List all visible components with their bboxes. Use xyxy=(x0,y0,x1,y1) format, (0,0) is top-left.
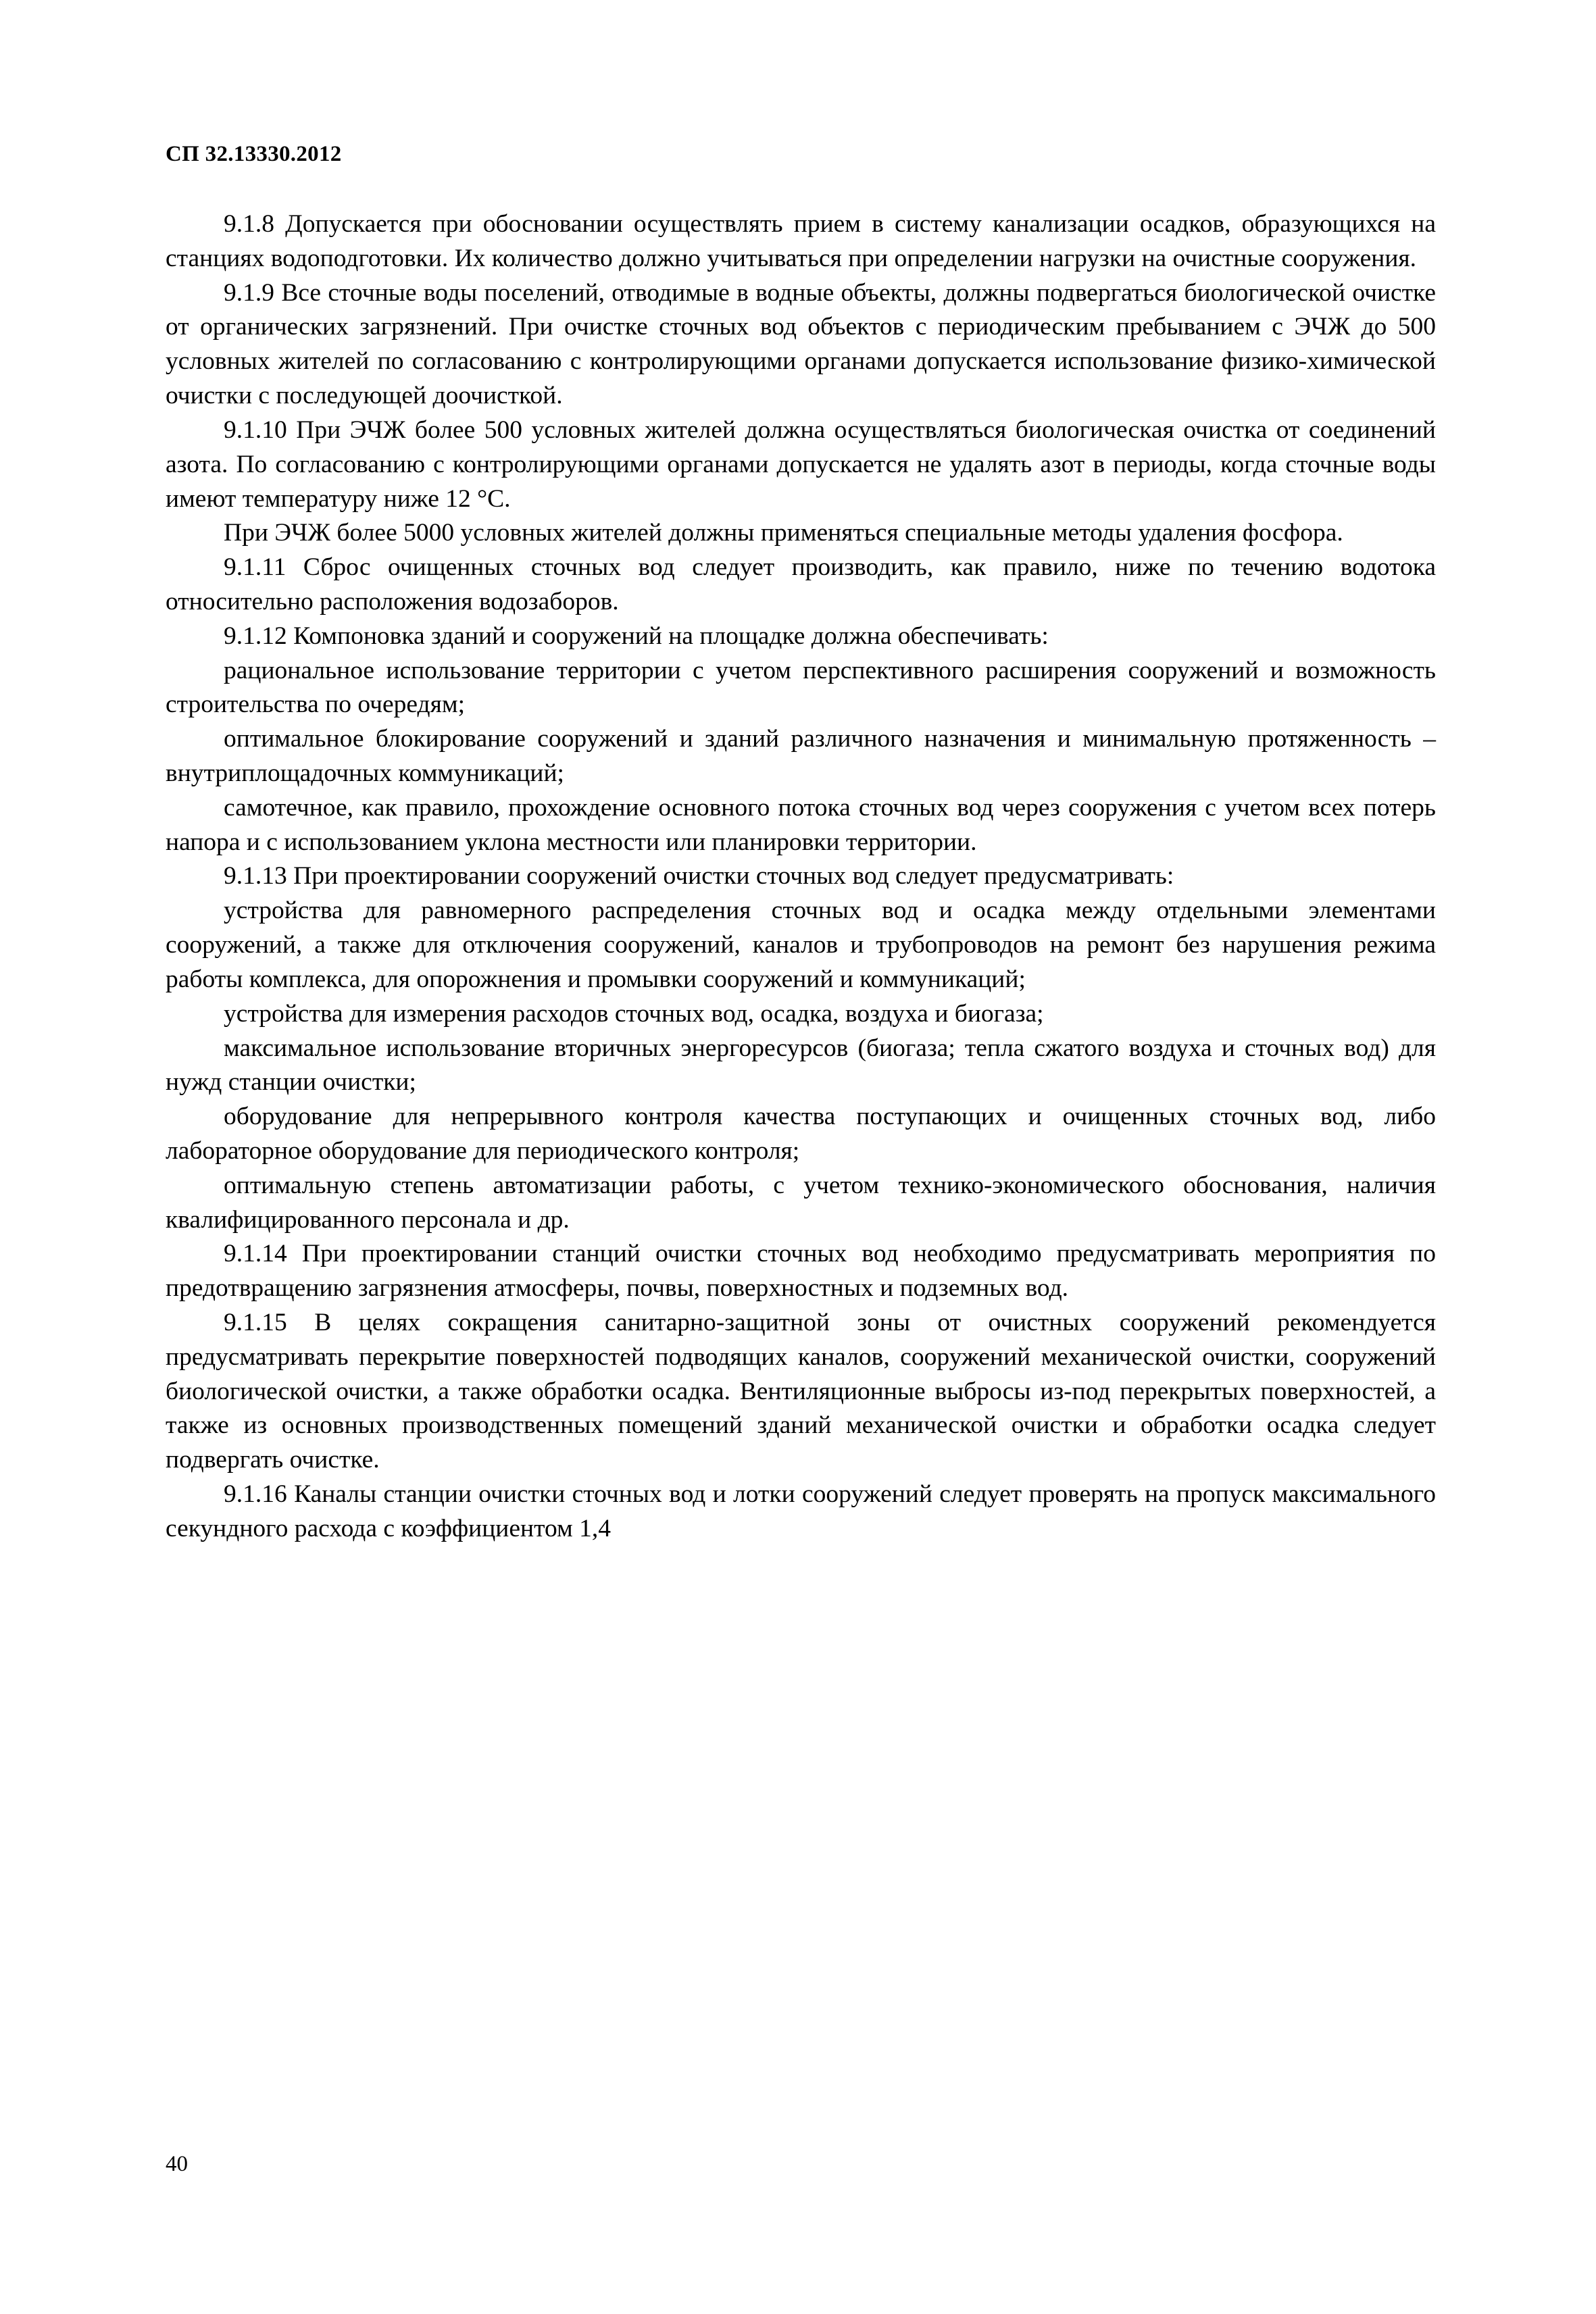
paragraph-9-1-16: 9.1.16 Каналы станции очистки сточных вод и лотки сооружений следует проверять на пропуск максимального секундного расхода с коэффициентом 1,4 xyxy=(166,1480,1436,1542)
paragraph-9-1-13-item-2: устройства для измерения расходов сточных вод, осадка, воздуха и биогаза; xyxy=(224,999,1044,1028)
paragraph-9-1-13-item-5: оптимальную степень автоматизации работы, с учетом технико-экономического обоснования, наличия квалифицированного персонала и др. xyxy=(166,1171,1436,1234)
paragraph-9-1-10: 9.1.10 При ЭЧЖ более 500 условных жителей должна осуществляться биологическая очистка от соединений азота. По согласованию с контролирующими органами допускается не удалять азот в периоды, когда сточные воды имеют температуру ниже 12 °С. xyxy=(166,416,1436,513)
paragraph-9-1-13: 9.1.13 При проектировании сооружений очистки сточных вод следует предусматривать: xyxy=(224,862,1174,890)
paragraph-9-1-12: 9.1.12 Компоновка зданий и сооружений на площадке должна обеспечивать: xyxy=(224,622,1049,650)
document-standard-number: СП 32.13330.2012 xyxy=(166,142,342,166)
paragraph-9-1-15: 9.1.15 В целях сокращения санитарно-защитной зоны от очистных сооружений рекомендуется предусматривать перекрытие поверхностей подводящих каналов, сооружений механической очистки, сооружений биологической очистки, а также обработки осадка. Вентиляционные выбросы из-под перекрытых поверхностей, а также из основных производственных помещений зданий механической очистки и обработки осадка следует подвергать очистке. xyxy=(166,1309,1436,1474)
page-number: 40 xyxy=(166,2152,188,2176)
paragraph-9-1-12-item-3: самотечное, как правило, прохождение основного потока сточных вод через сооружения с учетом всех потерь напора и с использованием уклона местности или планировки территории. xyxy=(166,793,1436,856)
page-content xyxy=(166,142,1436,1546)
paragraph-9-1-13-item-3: максимальное использование вторичных энергоресурсов (биогаза; тепла сжатого воздуха и сточных вод) для нужд станции очистки; xyxy=(166,1034,1436,1097)
paragraph-9-1-9: 9.1.9 Все сточные воды поселений, отводимые в водные объекты, должны подвергаться биологической очистке от органических загрязнений. При очистке сточных вод объектов с периодическим пребыванием с ЭЧЖ до 500 условных жителей по согласованию с контролирующими органами допускается использование физико-химической очистки с последующей доочисткой. xyxy=(166,278,1436,410)
paragraph-phosphorus-removal: При ЭЧЖ более 5000 условных жителей должны применяться специальные методы удаления фосфора. xyxy=(224,519,1343,547)
paragraph-9-1-8: 9.1.8 Допускается при обосновании осуществлять прием в систему канализации осадков, образующихся на станциях водоподготовки. Их количество должно учитываться при определении нагрузки на очистные сооружения. xyxy=(166,210,1436,272)
paragraph-9-1-13-item-4: оборудование для непрерывного контроля качества поступающих и очищенных сточных вод, либо лабораторное оборудование для периодического контроля; xyxy=(166,1103,1436,1165)
paragraph-9-1-11: 9.1.11 Сброс очищенных сточных вод следует производить, как правило, ниже по течению водотока относительно расположения водозаборов. xyxy=(166,553,1436,615)
paragraph-9-1-14: 9.1.14 При проектировании станций очистки сточных вод необходимо предусматривать мероприятия по предотвращению загрязнения атмосферы, почвы, поверхностных и подземных вод. xyxy=(166,1240,1436,1303)
paragraph-9-1-12-item-2: оптимальное блокирование сооружений и зданий различного назначения и минимальную протяженность – внутриплощадочных коммуникаций; xyxy=(166,725,1436,787)
paragraph-9-1-13-item-1: устройства для равномерного распределения сточных вод и осадка между отдельными элементами сооружений, а также для отключения сооружений, каналов и трубопроводов на ремонт без нарушения режима работы комплекса, для опорожнения и промывки сооружений и коммуникаций; xyxy=(166,897,1436,993)
paragraph-9-1-12-item-1: рациональное использование территории с учетом перспективного расширения сооружений и возможность строительства по очередям; xyxy=(166,656,1436,719)
